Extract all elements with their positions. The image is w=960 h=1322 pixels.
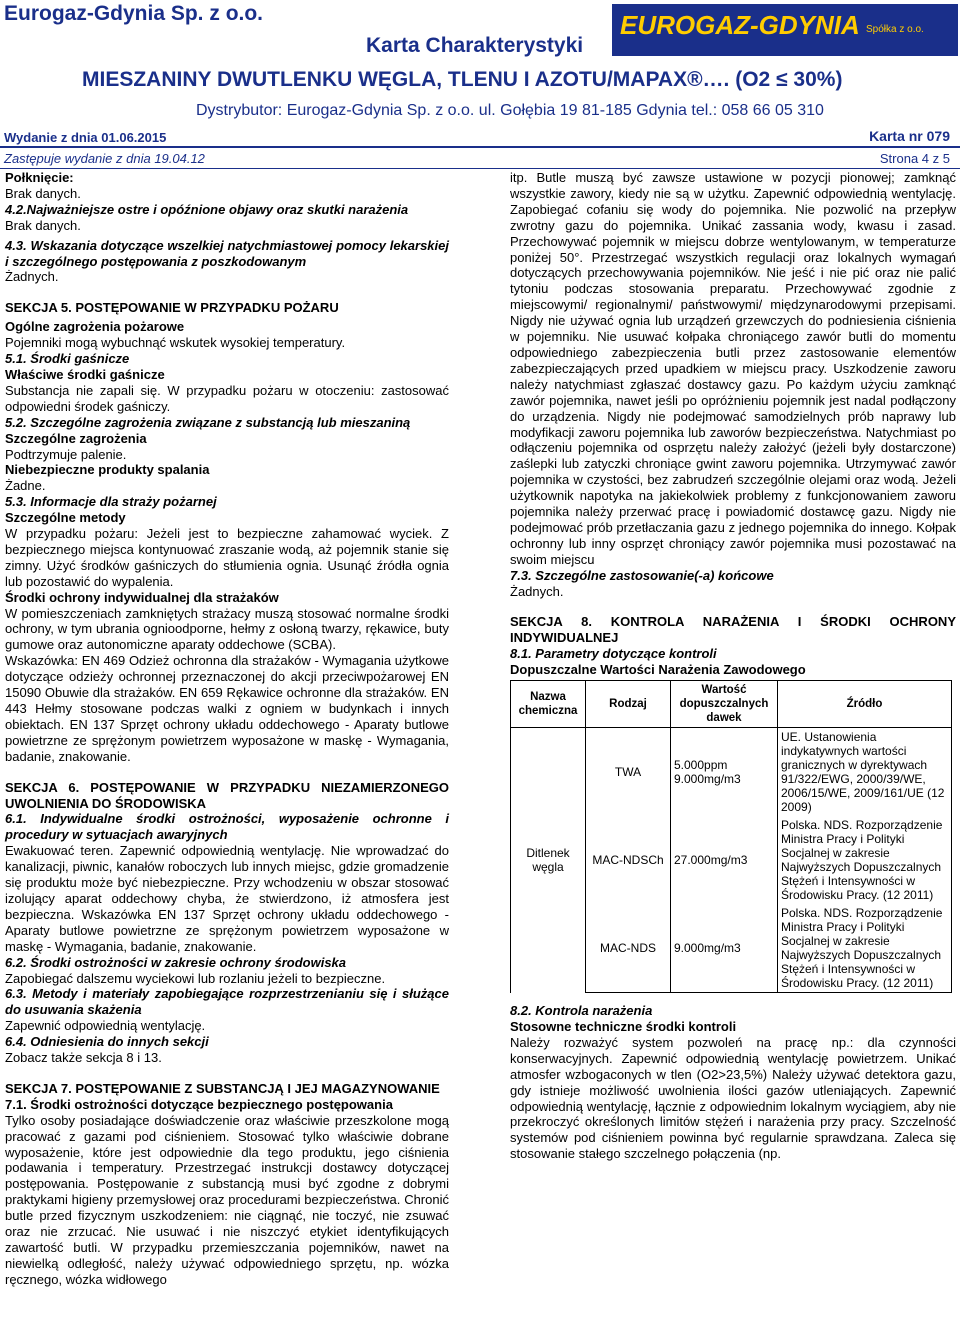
section-7-title: SEKCJA 7. POSTĘPOWANIE Z SUBSTANCJĄ I JEJ MAGAZYNOWANIE (5, 1080, 440, 1096)
right-column (510, 170, 956, 1162)
paragraph: Należy rozważyć system pozwoleń na pracę np.: dla czynności konserwacyjnych. Zapewnić odpowiednią wentylację powietrzem. Unikać atmosfer wzbogaconych w tlen (O2>23,5%) Należy używać detektora gazu, gdy istnieje możliwość uwolnienia ilości gazów utleniających. Zapewnić odpowiednią wentylację, łącznie z odpowiednim lokalnym wyciągiem, aby nie przekroczyć określonych limitów stężeń i narażenia przy pracy. Szczelność systemów pod ciśnieniem powinna być regularnie sprawdzana. Zaleca się stosowanie stałego szczelnego połączenia (np. (510, 1034, 956, 1162)
subsection-4-3: 4.3. Wskazania dotyczące wszelkiej natychmiastowej pomocy lekarskiej i szczególnego postępowania z poszkodowanym (5, 237, 449, 269)
substance-name: Ditlenek węgla (511, 728, 586, 993)
logo-text: EUROGAZ-GDYNIA (620, 10, 860, 40)
page-number: Strona 4 z 5 (879, 151, 950, 166)
limit-type: MAC-NDS (586, 904, 671, 993)
limit-type: MAC-NDSCh (586, 816, 671, 904)
distributor-line: Dystrybutor: Eurogaz-Gdynia Sp. z o.o. ul. Gołębia 19 81-185 Gdynia tel.: 058 66 05 310 (196, 102, 824, 119)
text: Pojemniki mogą wybuchnąć wskutek wysokiej temperatury. (5, 335, 346, 351)
issue-date: Wydanie z dnia 01.06.2015 (4, 130, 167, 145)
paragraph: Ewakuować teren. Zapewnić odpowiednią wentylację. Nie wprowadzać do kanalizacji, piwnic, kanałów roboczych lub innych miejsc, gdzie gromadzenie się produktu może być niebezpieczne. Przy wchodzeniu w obszar stosować izolujący aparat oddechowy chyba, że stwierdzono, iż atmosfera jest bezpieczna. Wskazówka EN 137 Sprzęt ochrony układu oddechowego - Aparaty butlowe powietrzne ze sprężonym powietrzem wyposażone w maskę - Wymagania, badanie, znakowanie. (5, 843, 449, 954)
replaces-edition: Zastępuje wydanie z dnia 19.04.12 (4, 151, 205, 166)
card-number: Karta nr 079 (869, 128, 950, 144)
heading: Właściwe środki gaśnicze (5, 366, 165, 382)
subsection-8-2: 8.2. Kontrola narażenia (510, 1003, 653, 1019)
product-name: MIESZANINY DWUTLENKU WĘGLA, TLENU I AZOTU/MAPAX®…. (O2 ≤ 30%) (82, 68, 843, 91)
limit-value: 9.000mg/m3 (671, 904, 778, 993)
subsection-8-1: 8.1. Parametry dotyczące kontroli (510, 646, 717, 662)
limit-type: TWA (586, 728, 671, 817)
value-mg: 9.000mg/m3 (674, 772, 741, 787)
heading: Środki ochrony indywidualnej dla strażaków (5, 589, 279, 605)
section-8-title: SEKCJA 8. KONTROLA NARAŻENIA I ŚRODKI OCHRONY INDYWIDUALNEJ (510, 614, 956, 646)
col-header-source: Źródło (778, 681, 952, 728)
text: Zapewnić odpowiednią wentylację. (5, 1018, 206, 1034)
subsection-6-4: 6.4. Odniesienia do innych sekcji (5, 1034, 209, 1050)
text: Substancja nie zapali się. W przypadku pożaru w otoczeniu: zastosować odpowiedni środek gaśniczy. (5, 382, 449, 414)
heading-exposure-limits: Dopuszczalne Wartości Narażenia Zawodowego (510, 662, 806, 678)
text: Zapobiegać dalszemu wyciekowi lub rozlaniu jeżeli to bezpieczne. (5, 970, 386, 986)
col-header-type: Rodzaj (586, 681, 671, 728)
limit-value: 27.000mg/m3 (671, 816, 778, 904)
subsection-4-2: 4.2.Najważniejsze ostre i opóźnione objawy oraz skutki narażenia (5, 201, 409, 217)
limit-source: Polska. NDS. Rozporządzenie Ministra Pracy i Polityki Socjalnej w zakresie Najwyższych Dopuszczalnych Stężeń i Intensywności w Środowisku Pracy. (12 2011) (778, 816, 952, 904)
subsection-6-2: 6.2. Środki ostrożności w zakresie ochrony środowiska (5, 954, 347, 970)
header-divider (0, 146, 960, 148)
subsection-7-3: 7.3. Szczególne zastosowanie(-a) końcowe (510, 567, 774, 583)
text: Podtrzymuje palenie. (5, 446, 127, 462)
col-header-value: Wartość dopuszczalnych dawek (671, 681, 778, 728)
heading: Ogólne zagrożenia pożarowe (5, 319, 185, 335)
text: Brak danych. (5, 217, 81, 233)
heading-ingestion: Połknięcie: (5, 170, 74, 185)
document-header (0, 0, 960, 130)
left-column (5, 170, 449, 1288)
section-6-title: SEKCJA 6. POSTĘPOWANIE W PRZYPADKU NIEZAMIERZONEGO UWOLNIENIA DO ŚRODOWISKA (5, 779, 449, 811)
section-5-title: SEKCJA 5. POSTĘPOWANIE W PRZYPADKU POŻARU (5, 300, 339, 316)
text: Brak danych. (5, 185, 81, 201)
col-header-name: Nazwa chemiczna (511, 681, 586, 728)
text: Zobacz także sekcja 8 i 13. (5, 1050, 162, 1066)
heading: Niebezpieczne produkty spalania (5, 462, 210, 478)
document-title: Karta Charakterystyki (366, 34, 584, 57)
company-name: Eurogaz-Gdynia Sp. z o.o. (4, 2, 264, 25)
logo-subtext: Spółka z o.o. (866, 24, 924, 35)
subsection-6-1: 6.1. Indywidualne środki ostrożności, wyposażenie ochronne i procedury w sytuacjach awaryjnych (5, 811, 449, 843)
subsection-5-2: 5.2. Szczególne zagrożenia związane z substancją lub mieszaniną (5, 414, 411, 430)
heading: Szczególne zagrożenia (5, 430, 147, 446)
text: Żadnych. (5, 269, 59, 285)
paragraph: W pomieszczeniach zamkniętych strażacy muszą stosować normalne środki ochrony, w tym ubrania ognioodporne, hełmy z osłoną twarzy, rękawice, buty gumowe oraz autonomiczne aparaty oddechowe (SCBA). (5, 605, 449, 653)
paragraph: Wskazówka: EN 469 Odzież ochronna dla strażaków - Wymagania użytkowe dotyczące odzieży ochronnej przeznaczonej do akcji przeciwpożarowej EN 15090 Obuwie dla strażaków. EN 659 Rękawice ochronne dla strażaków. EN 443 Hełmy stosowane podczas walki z ogniem w budynkach i innych obiektach. EN 137 Sprzęt ochrony układu oddechowego - Aparaty butlowe powietrzne ze sprężonym powietrzem wyposażone w maskę - Wymagania, badanie, znakowanie. (5, 653, 449, 764)
heading: Stosowne techniczne środki kontroli (510, 1019, 737, 1034)
subsection-6-3: 6.3. Metody i materiały zapobiegające rozprzestrzenianiu się i służące do usuwania skażenia (5, 986, 449, 1018)
subsection-5-3: 5.3. Informacje dla straży pożarnej (5, 494, 217, 510)
subsection-7-1: 7.1. Środki ostrożności dotyczące bezpiecznego postępowania (5, 1096, 393, 1112)
company-logo (612, 4, 958, 56)
limit-value (671, 728, 778, 817)
subsection-5-1: 5.1. Środki gaśnicze (5, 351, 130, 367)
subheader-divider (0, 168, 960, 169)
text: Żadne. (5, 478, 46, 494)
paragraph: Tylko osoby posiadające doświadczenie oraz właściwie przeszkolone mogą pracować z gazami pod ciśnieniem. Stosować tylko właściwie dobrane wyposażenie, które jest odpowiednie dla tego produktu, jego ciśnienia podawania i temperatury. Przestrzegać instrukcji dostawcy dotyczącej postępowania. Postępowanie z substancją musi być zgodne z dobrymi praktykami higieny przemysłowej oraz procedurami bezpieczeństwa. Chronić butle przed fizycznym uszkodzeniem: nie ciągnąć, nie toczyć, nie zsuwać oraz nie zrzucać. Nie usuwać i nie niszczyć etykiet identyfikujących zawartość butli. W przypadku przemieszczania pojemników, nawet na niewielką odległość, należy używać odpowiedniego sprzętu, np. wózka ręcznego, wózka widłowego (5, 1112, 449, 1287)
heading: Szczególne metody (5, 510, 126, 526)
value-ppm: 5.000ppm (674, 758, 728, 773)
text: Żadnych. (510, 583, 564, 599)
exposure-limits-table (510, 680, 952, 993)
limit-source: Polska. NDS. Rozporządzenie Ministra Pracy i Polityki Socjalnej w zakresie Najwyższych Dopuszczalnych Stężeń i Intensywności w Środowisku Pracy. (12 2011) (778, 904, 952, 993)
limit-source: UE. Ustanowienia indykatywnych wartości granicznych w dyrektywach 91/322/EWG, 2000/39/WE, 2006/15/WE, 2009/161/UE (12 2009) (778, 728, 952, 817)
paragraph: W przypadku pożaru: Jeżeli jest to bezpieczne zahamować wyciek. Z bezpiecznego miejsca kontynuować zraszanie wodą, aż pojemnik stanie się zimny. Użyć środków gaśniczych do stłumienia ognia. Usunąć źródła ognia lub pozostawić do wypalenia. (5, 526, 449, 589)
paragraph: itp. Butle muszą być zawsze ustawione w pozycji pionowej; zamknąć wszystkie zawory, kiedy nie są w użytku. Zapewnić odpowiednią wentylację. Zapobiegać cofaniu się wody do pojemnika. Nie pozwolić na przepływ zwrotny gazu do pojemnika. Unikać zassania wody, kwasu i zasad. Przechowywać pojemnik w miejscu dobrze wentylowanym, w temperaturze poniżej 50°. Przestrzegać wszystkich regulacji oraz lokalnych wymagań dotyczących przechowywania pojemników. Nie jeść i nie pić oraz nie palić tytoniu podczas stosowania preparatu. Przechowywać zgodnie z miejscowymi/ regionalnymi/ państwowymi/ międzynarodowymi przepisami. Nigdy nie używać ognia lub urządzeń grzewczych do podniesienia ciśnienia w pojemniku. Nie usuwać kołpaka chroniącego zawór butli do momentu odpowiedniego zabezpieczenia butli przez zastosowanie elementów zabezpieczających przed upadkiem w miejscu pracy. Uszkodzenie zaworu należy natychmiast zgłaszać dostawcy gazu. Po każdym użyciu zamknąć zawór pojemnika, nawet jeśli po opróżnieniu pojemnik jest nadal podłączony do urządzenia. Nigdy nie podejmować samodzielnych prób naprawy lub modyfikacji zaworu pojemnika lub zaworów bezpieczeństwa. Natychmiast po odłączeniu pojemnika od osprzętu należy założyć (jeżeli były dostarczone) zaślepki lub zatyczki chroniące gwint zaworu pojemnika. Utrzymywać zawór pojemnika w czystości, bez zabrudzeń szczególnie olejami oraz wodą. Jeżeli użytkownik napotyka na jakiekolwiek problemy z funkcjonowaniem zaworu pojemnika należy przerwać pracę i powiadomić dostawcę gazu. Nigdy nie podejmować prób przetłaczania gazu z jednego pojemnika do innego. Kołpak ochronny lub inny osprzęt chroniący zawór pojemnika musi pozostawać na swoim miejscu (510, 170, 956, 567)
table-row (511, 728, 952, 817)
